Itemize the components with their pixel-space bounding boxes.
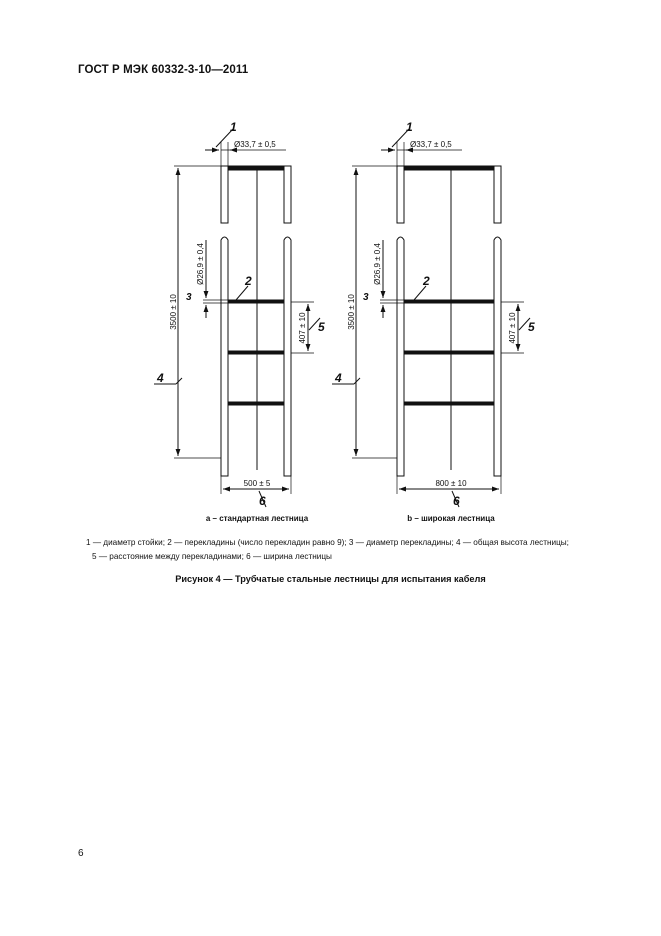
figure-legend [86, 536, 626, 564]
callout-5: 5 [528, 320, 535, 334]
top-rung [404, 166, 494, 170]
left-post-top [221, 166, 228, 223]
callout-6: 6 [259, 494, 266, 508]
right-post-bottom [284, 237, 291, 476]
right-post-top [284, 166, 291, 223]
left-rung-diameter-label: Ø26,9 ± 0,4 [196, 243, 205, 285]
right-post-diameter-label: Ø33,7 ± 0,5 [410, 140, 452, 149]
rung [404, 300, 494, 303]
rung [228, 402, 284, 405]
document-header: ГОСТ Р МЭК 60332-3-10—2011 [78, 64, 249, 76]
rung [228, 351, 284, 354]
callout-3: 3 [186, 292, 192, 303]
right-rung-spacing-label: 407 ± 10 [508, 312, 517, 344]
page-number: 6 [78, 848, 84, 859]
rung [228, 300, 284, 303]
callout-3: 3 [363, 292, 369, 303]
rung [404, 402, 494, 405]
right-post-top [494, 166, 501, 223]
left-width-label: 500 ± 5 [243, 479, 271, 488]
right-width-label: 800 ± 10 [435, 479, 467, 488]
callout-6: 6 [453, 494, 460, 508]
callout-4: 4 [335, 371, 342, 385]
left-height-label: 3500 ± 10 [169, 294, 178, 330]
top-rung [228, 166, 284, 170]
callout-5: 5 [318, 320, 325, 334]
callout-1: 1 [406, 120, 413, 134]
right-height-label: 3500 ± 10 [347, 294, 356, 330]
left-ladder-caption: a – стандартная лестница [205, 514, 309, 523]
figure-caption: Рисунок 4 — Трубчатые стальные лестницы для испытания кабеля [175, 574, 486, 584]
left-rung-spacing-label: 407 ± 10 [298, 312, 307, 344]
callout-2: 2 [423, 274, 430, 288]
left-post-bottom [221, 237, 228, 476]
left-post-diameter-label: Ø33,7 ± 0,5 [234, 140, 276, 149]
right-ladder-caption: b – широкая лестница [407, 514, 495, 523]
legend-line: 1 — диаметр стойки; 2 — перекладины (число перекладин равно 9); 3 — диаметр перекладины; 4 — общая высота лестницы; [86, 538, 569, 547]
callout-1: 1 [230, 120, 237, 134]
callout-4: 4 [157, 371, 164, 385]
ladder-standard [154, 129, 320, 507]
left-post-bottom [397, 237, 404, 476]
right-rung-diameter-label: Ø26,9 ± 0,4 [373, 243, 382, 285]
ladder-wide [332, 129, 530, 507]
left-post-top [397, 166, 404, 223]
rung [404, 351, 494, 354]
right-post-bottom [494, 237, 501, 476]
callout-2: 2 [245, 274, 252, 288]
legend-line: 5 — расстояние между перекладинами; 6 — ширина лестницы [92, 552, 332, 561]
